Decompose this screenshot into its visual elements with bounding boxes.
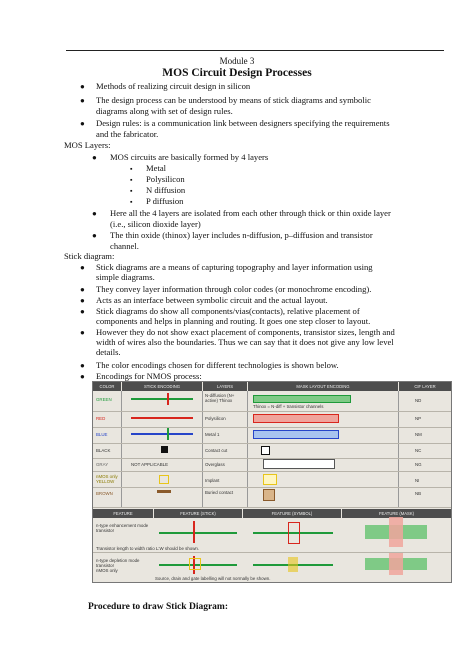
contact-stick	[161, 446, 168, 453]
stick-bullet: However they do not show exact placement of components, transistor sizes, length and	[96, 327, 395, 337]
row-divider	[93, 427, 451, 428]
layers-bullet: The thin oxide (thinox) layer includes n-diffusion, p–diffusion and transistor	[110, 230, 373, 240]
stick-bullet: Acts as an interface between symbolic circuit and the actual layout.	[96, 295, 328, 305]
red-mask	[253, 414, 339, 423]
bullet-icon: ●	[80, 307, 85, 316]
stick-diagram-heading: Stick diagram:	[64, 251, 115, 261]
layer-item: Metal	[146, 163, 167, 173]
green-stick	[167, 428, 169, 440]
page-title: MOS Circuit Design Processes	[162, 67, 312, 79]
table-divider	[247, 391, 248, 508]
implant-stick	[159, 475, 169, 484]
intro-bullet: Design rules: is a communication link between designers specifying the requirements	[96, 118, 390, 128]
mask-note: Thinox = N-diff + transistor channels	[253, 404, 324, 409]
table-header-color: COLOR	[93, 382, 121, 391]
green-mask	[253, 395, 351, 403]
symbol-gate	[288, 557, 298, 572]
row-color-green: GREEN	[96, 397, 112, 402]
layers-bullet: Here all the 4 layers are isolated from each other through thick or thin oxide layer	[110, 208, 391, 218]
row-color-blue: BLUE	[96, 432, 108, 437]
row-divider	[93, 487, 451, 488]
row-cif: NI	[415, 478, 420, 483]
intro-bullet: The design process can be understood by means of stick diagrams and symbolic	[96, 95, 371, 105]
red-stick	[167, 393, 169, 405]
table-header-mask: MASK LAYOUT ENCODING	[248, 382, 398, 391]
stick-bullet: The color encodings chosen for different technologies is shown below.	[96, 360, 339, 370]
procedure-heading: Procedure to draw Stick Diagram:	[88, 602, 229, 612]
bullet-icon: ●	[80, 263, 85, 272]
row-divider	[93, 411, 451, 412]
stick-bullet-cont: width of wires also the boundaries. Thus we can say that it does not give any low level	[96, 337, 394, 347]
sub-bullet-icon: ▪	[130, 198, 133, 206]
row-cif: NG	[415, 462, 422, 467]
mask-poly	[389, 517, 403, 547]
bullet-icon: ●	[80, 372, 85, 381]
nmos-encoding-table	[92, 381, 452, 583]
bullet-icon: ●	[80, 119, 85, 128]
feature-note: Source, drain and gate labelling will not normally be shown.	[155, 576, 271, 581]
layer-item: N diffusion	[146, 185, 186, 195]
stick-bullet: Stick diagrams do show all components/vias(contacts), relative placement of	[96, 306, 360, 316]
row-layer: Buried contact	[205, 490, 234, 495]
stick-bullet-cont: simple diagrams.	[96, 272, 155, 282]
red-stick	[131, 417, 193, 419]
row-layer: Contact cut	[205, 448, 228, 453]
layers-bullet-cont: (i.e., silicon dioxide layer)	[110, 219, 201, 229]
table-header-stick: STICK ENCODING	[122, 382, 202, 391]
sub-bullet-icon: ▪	[130, 187, 133, 195]
mask-poly	[389, 553, 403, 575]
layers-intro: MOS circuits are basically formed by 4 layers	[110, 152, 269, 162]
red-stick	[193, 521, 195, 543]
stick-bullet-cont: components and helps in planning and routing. It goes one step closer to layout.	[96, 316, 371, 326]
intro-bullet-cont: diagrams along with set of design rules.	[96, 106, 233, 116]
row-cif: ND	[415, 398, 422, 403]
layer-item: P diffusion	[146, 196, 184, 206]
table-divider	[202, 391, 203, 508]
feature-header: FEATURE (MASK)	[342, 509, 451, 518]
row-color-brown: BROWN	[96, 491, 113, 496]
bullet-icon: ●	[80, 96, 85, 105]
row-stick-text: NOT APPLICABLE	[131, 462, 169, 467]
bullet-icon: ●	[92, 153, 97, 162]
feature-sub: nMOS only	[96, 568, 118, 573]
row-layer: Metal 1	[205, 432, 220, 437]
sub-bullet-icon: ▪	[130, 176, 133, 184]
symbol-gate	[288, 522, 300, 544]
table-divider	[121, 391, 122, 508]
feature-name: n-type depletion mode transistor	[96, 558, 140, 568]
contact-mask	[261, 446, 270, 455]
bullet-icon: ●	[80, 361, 85, 370]
row-cif: NP	[415, 416, 422, 421]
row-cif: NC	[415, 448, 422, 453]
row-layer: Polysilicon	[205, 416, 226, 421]
row-color-yellow: nMOS only YELLOW	[96, 474, 118, 484]
table-header-cif: CIF LAYER	[399, 382, 451, 391]
row-layer: N-diffusion (N+ active) Thinox	[205, 393, 235, 403]
top-rule	[66, 50, 444, 51]
table-divider	[398, 391, 399, 508]
implant-outline	[189, 558, 201, 570]
row-cif: NM	[415, 432, 422, 437]
row-divider	[93, 507, 451, 508]
feature-header: FEATURE	[93, 509, 153, 518]
stick-bullet: They convey layer information through color codes (or monochrome encoding).	[96, 284, 372, 294]
bullet-icon: ●	[80, 296, 85, 305]
overglass-mask	[263, 459, 335, 469]
table-header-layers: LAYERS	[203, 382, 247, 391]
bullet-icon: ●	[80, 285, 85, 294]
feature-header: FEATURE (STICK)	[154, 509, 242, 518]
implant-mask	[263, 474, 277, 485]
green-stick	[131, 398, 193, 400]
intro-bullet: Methods of realizing circuit design in silicon	[96, 81, 251, 91]
blue-mask	[253, 430, 339, 439]
blue-stick	[131, 433, 193, 435]
sub-bullet-icon: ▪	[130, 165, 133, 173]
stick-bullet: Encodings for NMOS process:	[96, 371, 202, 381]
bullet-icon: ●	[80, 82, 85, 91]
bullet-icon: ●	[92, 209, 97, 218]
feature-name: n-type enhancement mode transistor	[96, 523, 149, 533]
module-label: Module 3	[219, 56, 255, 66]
row-color-black: BLACK	[96, 448, 111, 453]
mos-layers-heading: MOS Layers:	[64, 140, 111, 150]
row-color-gray: GRAY	[96, 462, 109, 467]
layer-item: Polysilicon	[146, 174, 185, 184]
bullet-icon: ●	[92, 231, 97, 240]
row-layer: Implant	[205, 478, 220, 483]
stick-bullet-cont: details.	[96, 347, 121, 357]
buried-stick	[157, 490, 171, 493]
layers-bullet-cont: channel.	[110, 241, 139, 251]
bullet-icon: ●	[80, 328, 85, 337]
row-divider	[93, 471, 451, 472]
row-layer: Overglass	[205, 462, 225, 467]
row-color-red: RED	[96, 416, 106, 421]
intro-bullet-cont: and the fabricator.	[96, 129, 159, 139]
green-stick	[159, 532, 237, 534]
row-cif: NB	[415, 491, 422, 496]
row-divider	[93, 443, 451, 444]
feature-header: FEATURE (SYMBOL)	[243, 509, 341, 518]
feature-note: Transistor length to width ratio L:W should be shown.	[96, 546, 200, 551]
stick-bullet: Stick diagrams are a means of capturing topography and layer information using	[96, 262, 373, 272]
buried-mask	[263, 489, 275, 501]
